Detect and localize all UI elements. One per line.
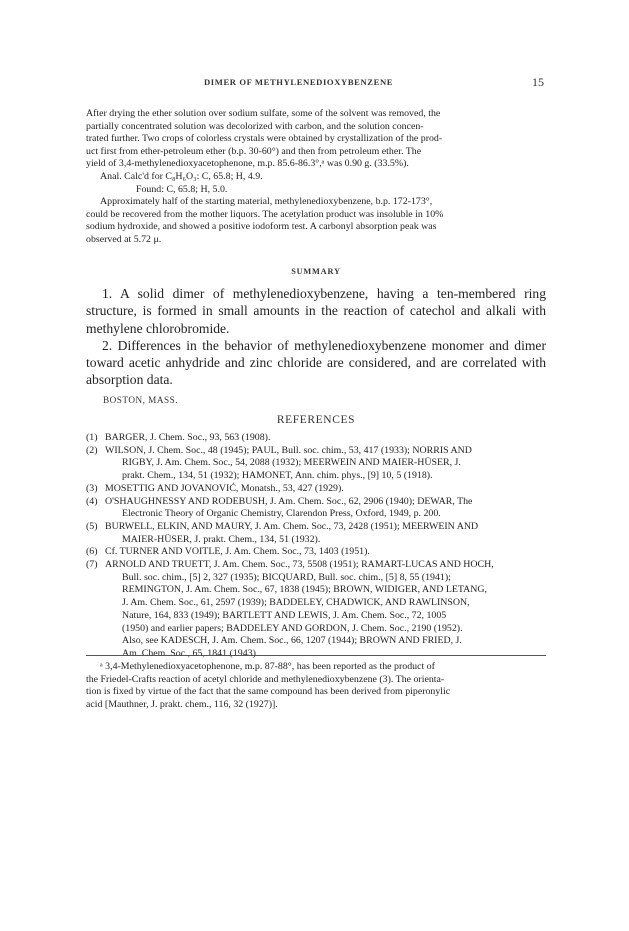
footnote-line: tion is fixed by virtue of the fact that the same compound has been derived from piperonylic <box>86 686 451 698</box>
summary-body <box>86 285 546 389</box>
reference-line: (1950) and earlier papers; BADDELEY AND GORDON, J. Chem. Soc., 2190 (1952). <box>122 622 463 634</box>
location-signoff: BOSTON, MASS. <box>103 395 179 405</box>
reference-item <box>86 432 546 445</box>
footnote-divider <box>86 655 546 656</box>
reference-line: BURWELL, ELKIN, AND MAURY, J. Am. Chem. Soc., 73, 2428 (1951); MEERWEIN AND <box>105 520 479 532</box>
footnote-line: the Friedel-Crafts reaction of acetyl chloride and methylenedioxybenzene (3). The orienta- <box>86 673 445 685</box>
analysis-calculated: Anal. Calc'd for C₈H₆O₃: C, 65.8; H, 4.9. <box>100 170 263 182</box>
references-heading: REFERENCES <box>276 414 356 426</box>
text-line: partially concentrated solution was decolorized with carbon, and the solution concen- <box>86 120 424 132</box>
running-title: DIMER OF METHYLENEDIOXYBENZENE <box>204 77 394 87</box>
references-list <box>86 432 546 661</box>
reference-item <box>86 559 546 661</box>
reference-line: prakt. Chem., 134, 51 (1932); HAMONET, Ann. chim. phys., [9] 10, 5 (1918). <box>122 470 433 482</box>
reference-line: RIGBY, J. Am. Chem. Soc., 54, 2088 (1932); MEERWEIN AND MAIER-HÜSER, J. <box>122 457 461 469</box>
reference-line: Nature, 164, 833 (1949); BARTLETT AND LEWIS, J. Am. Chem. Soc., 72, 1005 <box>122 609 447 621</box>
text-line: could be recovered from the mother liquors. The acetylation product was insoluble in 10% <box>86 208 444 220</box>
reference-line: Bull. soc. chim., [5] 2, 327 (1935); BICQUARD, Bull. soc. chim., [5] 8, 55 (1941); <box>122 571 451 583</box>
summary-paragraph: 2. Differences in the behavior of methylenedioxybenzene monomer and dimer toward acetic anhydride and zinc chloride are considered, and are correlated with absorption data. <box>86 337 546 388</box>
reference-number: (2) <box>86 444 98 456</box>
page-header <box>86 77 544 93</box>
reference-item <box>86 546 546 559</box>
text-line: Approximately half of the starting material, methylenedioxybenzene, b.p. 172-173°, <box>100 196 433 208</box>
footnote-line: ᵃ 3,4-Methylenedioxyacetophenone, m.p. 87-88°, has been reported as the product of <box>100 661 435 672</box>
reference-line: BARGER, J. Chem. Soc., 93, 563 (1908). <box>105 432 271 443</box>
reference-line: Cf. TURNER AND VOITLE, J. Am. Chem. Soc., 73, 1403 (1951). <box>105 546 370 558</box>
reference-item <box>86 496 546 521</box>
reference-line: O'SHAUGHNESSY AND RODEBUSH, J. Am. Chem. Soc., 62, 2906 (1940); DEWAR, The <box>105 495 473 507</box>
text-line: yield of 3,4-methylenedioxyacetophenone, m.p. 85.6-86.3°,ᵃ was 0.90 g. (33.5%). <box>86 158 409 170</box>
reference-number: (5) <box>86 520 98 532</box>
analysis-found: Found: C, 65.8; H, 5.0. <box>136 183 228 195</box>
reference-number: (6) <box>86 546 98 558</box>
text-line: uct first from ether-petroleum ether (b.p. 30-60°) and then from petroleum ether. The <box>86 145 422 157</box>
reference-item <box>86 521 546 546</box>
reference-number: (3) <box>86 482 98 494</box>
reference-item <box>86 483 546 496</box>
reference-number: (1) <box>86 432 98 443</box>
page-number: 15 <box>532 75 544 89</box>
reference-line: Am. Chem. Soc., 65, 1841 (1943). <box>122 647 259 659</box>
text-line: trated further. Two crops of colorless crystals were obtained by crystallization of the prod- <box>86 133 443 145</box>
reference-line: ARNOLD AND TRUETT, J. Am. Chem. Soc., 73, 5508 (1951); RAMART-LUCAS AND HOCH, <box>105 559 494 571</box>
reference-item <box>86 445 546 483</box>
text-line: sodium hydroxide, and showed a positive iodoform test. A carbonyl absorption peak was <box>86 221 437 233</box>
text-line: After drying the ether solution over sodium sulfate, some of the solvent was removed, the <box>86 108 441 119</box>
reference-number: (4) <box>86 495 98 507</box>
summary-heading: SUMMARY <box>291 267 341 276</box>
summary-paragraph: 1. A solid dimer of methylenedioxybenzene, having a ten-membered ring structure, is formed in small amounts in the reaction of catechol and alkali with methylene chlorobromide. <box>86 286 546 336</box>
reference-line: MOSETTIG AND JOVANOVIĆ, Monatsh., 53, 427 (1929). <box>105 482 344 494</box>
footnote <box>86 661 546 711</box>
reference-line: Electronic Theory of Organic Chemistry, Clarendon Press, Oxford, 1949, p. 200. <box>122 508 441 520</box>
reference-number: (7) <box>86 559 98 571</box>
reference-line: J. Am. Chem. Soc., 61, 2597 (1939); BADDELEY, CHADWICK, AND RAWLINSON, <box>122 597 470 609</box>
reference-line: MAIER-HÜSER, J. prakt. Chem., 134, 51 (1932). <box>122 533 321 545</box>
reference-line: WILSON, J. Chem. Soc., 48 (1945); PAUL, Bull. soc. chim., 53, 417 (1933); NORRIS AND <box>105 444 472 456</box>
text-line: observed at 5.72 μ. <box>86 233 162 245</box>
reference-line: Also, see KADESCH, J. Am. Chem. Soc., 66, 1207 (1944); BROWN AND FRIED, J. <box>122 635 462 647</box>
experimental-text <box>86 108 546 247</box>
reference-line: REMINGTON, J. Am. Chem. Soc., 67, 1838 (1945); BROWN, WIDIGER, AND LETANG, <box>122 584 488 596</box>
footnote-line: acid [Mauthner, J. prakt. chem., 116, 32 (1927)]. <box>86 698 278 710</box>
